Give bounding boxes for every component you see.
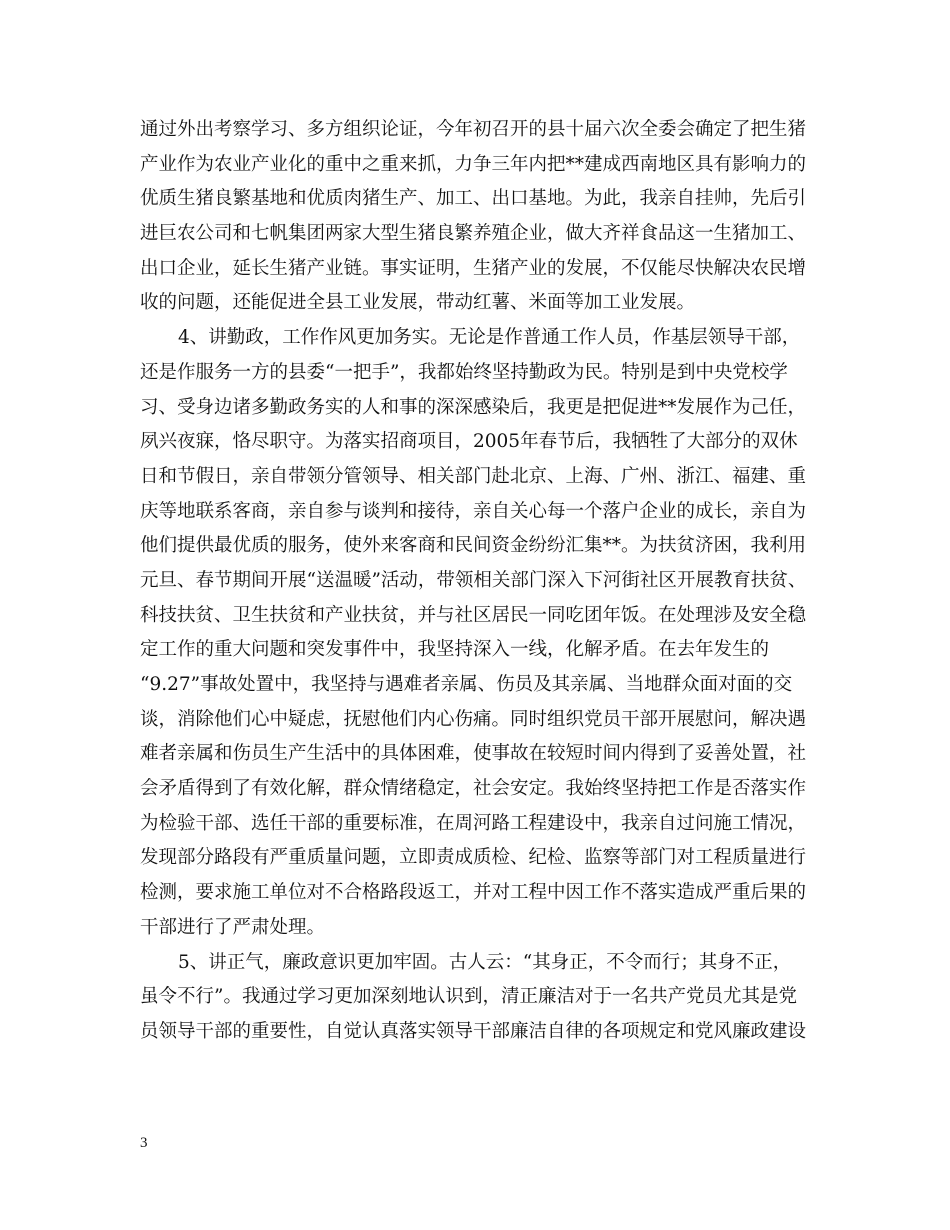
text-line: 定工作的重大问题和突发事件中，我坚持深入一线，化解矛盾。在去年发生的 bbox=[140, 639, 770, 661]
page-number: 3 bbox=[140, 1135, 148, 1151]
text-line: “9.27”事故处置中，我坚持与遇难者亲属、伤员及其亲属、当地群众面对面的交 bbox=[140, 674, 793, 695]
text-line: 习、受身边诸多勤政务实的人和事的深深感染后，我更是把促进**发展作为己任， bbox=[140, 396, 807, 418]
text-line: 进巨农公司和七帆集团两家大型生猪良繁养殖企业，做大齐祥食品这一生猪加工、 bbox=[140, 223, 807, 245]
text-line: 日和节假日，亲自带领分管领导、相关部门赴北京、上海、广州、浙江、福建、重 bbox=[140, 465, 807, 487]
text-line: 通过外出考察学习、多方组织论证，今年初召开的县十届六次全委会确定了把生猪 bbox=[140, 119, 807, 140]
text-line: 谈，消除他们心中疑虑，抚慰他们内心伤痛。同时组织党员干部开展慰问，解决遇 bbox=[140, 708, 807, 730]
text-line: 优质生猪良繁基地和优质肉猪生产、加工、出口基地。为此，我亲自挂帅，先后引 bbox=[140, 188, 807, 210]
text-line: 检测，要求施工单位对不合格路段返工，并对工程中因工作不落实造成严重后果的 bbox=[140, 882, 807, 904]
paragraph-4-start: 4、讲勤政，工作作风更加务实。无论是作普通工作人员，作基层领导干部， bbox=[178, 327, 801, 349]
text-line: 为检验干部、选任干部的重要标准，在周河路工程建设中，我亲自过问施工情况， bbox=[140, 812, 807, 834]
text-line: 干部进行了严肃处理。 bbox=[140, 916, 326, 938]
text-line: 夙兴夜寐，恪尽职守。为落实招商项目，2005年春节后，我牺牲了大部分的双休 bbox=[140, 431, 798, 453]
text-line: 元旦、春节期间开展“送温暖”活动，带领相关部门深入下河街社区开展教育扶贫、 bbox=[140, 569, 807, 591]
text-line: 科技扶贫、卫生扶贫和产业扶贫，并与社区居民一同吃团年饭。在处理涉及安全稳 bbox=[140, 604, 807, 626]
text-line: 会矛盾得到了有效化解，群众情绪稳定，社会安定。我始终坚持把工作是否落实作 bbox=[140, 778, 807, 800]
text-line: 员领导干部的重要性，自觉认真落实领导干部廉洁自律的各项规定和党风廉政建设 bbox=[140, 1020, 807, 1042]
text-line: 收的问题，还能促进全县工业发展，带动红薯、米面等加工业发展。 bbox=[140, 292, 696, 314]
text-line: 他们提供最优质的服务，使外来客商和民间资金纷纷汇集**。为扶贫济困，我利用 bbox=[140, 535, 807, 557]
text-line: 还是作服务一方的县委“一把手”，我都始终坚持勤政为民。特别是到中央党校学 bbox=[140, 361, 788, 383]
document-body bbox=[140, 113, 840, 1050]
text-line: 出口企业，延长生猪产业链。事实证明，生猪产业的发展，不仅能尽快解决农民增 bbox=[140, 257, 807, 279]
text-line: 庆等地联系客商，亲自参与谈判和接待，亲自关心每一个落户企业的成长，亲自为 bbox=[140, 500, 807, 522]
text-line: 难者亲属和伤员生产生活中的具体困难，使事故在较短时间内得到了妥善处置，社 bbox=[140, 743, 807, 765]
paragraph-5-start: 5、讲正气，廉政意识更加牢固。古人云：“其身正，不令而行；其身不正， bbox=[178, 951, 792, 973]
text-line: 虽令不行”。我通过学习更加深刻地认识到，清正廉洁对于一名共产党员尤其是党 bbox=[140, 986, 797, 1008]
text-line: 发现部分路段有严重质量问题，立即责成质检、纪检、监察等部门对工程质量进行 bbox=[140, 847, 807, 869]
text-line: 产业作为农业产业化的重中之重来抓，力争三年内把**建成西南地区具有影响力的 bbox=[140, 153, 807, 175]
